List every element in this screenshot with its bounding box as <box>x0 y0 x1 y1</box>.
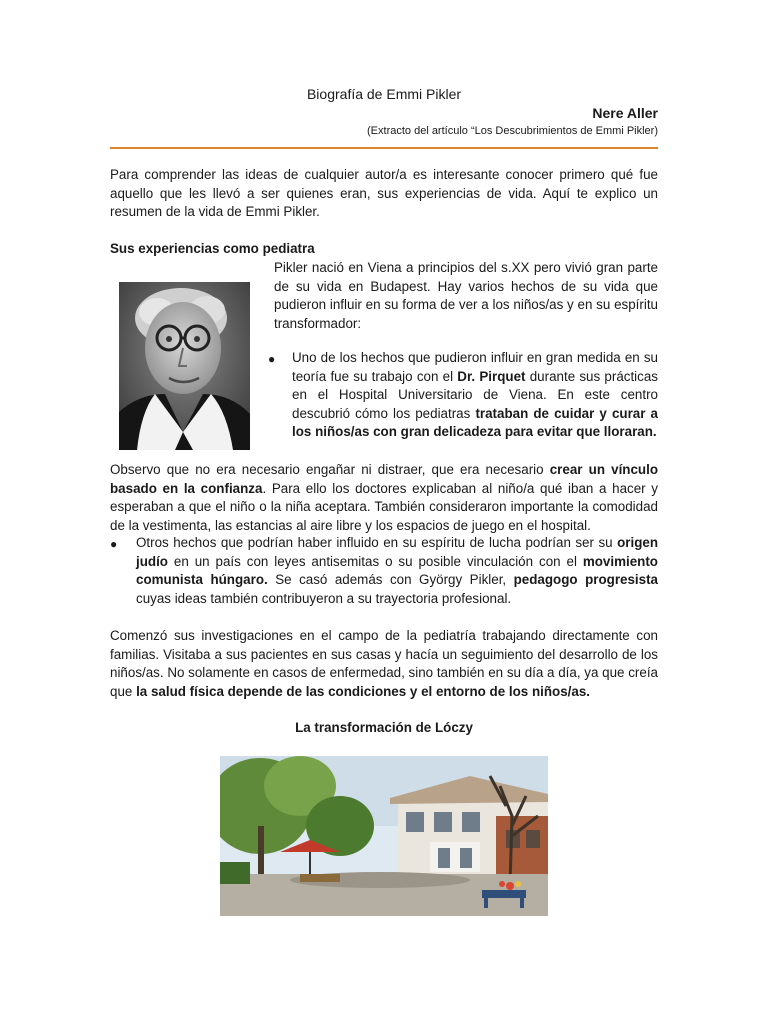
bullet-marker: ● <box>110 537 118 551</box>
bullet-marker: ● <box>268 352 276 366</box>
section-heading-loczy: La transformación de Lóczy <box>295 720 473 735</box>
research-paragraph: Comenzó sus investigaciones en el campo de la pediatría trabajando directamente con familias. Visitaba a sus pacientes en sus casas y hacía un seguimiento del desarrollo de los niños/as. No solamente en casos de enfermedad, sino también en su día a día, ya que creía que la salud física depende de las condiciones y el entorno de los niños/as. <box>110 628 658 699</box>
source-note: (Extracto del artículo “Los Descubrimientos de Emmi Pikler) <box>367 125 658 137</box>
document-title: Biografía de Emmi Pikler <box>306 86 462 102</box>
intro-paragraph: Para comprender las ideas de cualquier autor/a es interesante conocer primero qué fue aquello que les llevó a ser quienes eran, sus experiencias de vida. Aquí te explico un resumen de la vida de Emmi Pikler. <box>110 167 658 219</box>
emmi-pikler-photo <box>119 282 250 450</box>
author-name: Nere Aller <box>592 105 658 121</box>
bullet-pirquet: Uno de los hechos que pudieron influir en gran medida en su teoría fue su trabajo con el Dr. Pirquet durante sus prácticas en el Hospital Universitario de Viena. En este centro descubrió cómo los pediatras trataban de cuidar y curar a los niños/as con gran delicadeza para evitar que lloraran. <box>292 350 658 439</box>
bullet-origin: Otros hechos que podrían haber influido en su espíritu de lucha podrían ser su origen judío en un país con leyes antisemitas o su posible vinculación con el movimiento comunista húngaro. Se casó además con György Pikler, pedagogo progresista cuyas ideas también contribuyeron a su trayectoria profesional. <box>136 535 659 606</box>
section-heading-pediatra: Sus experiencias como pediatra <box>110 241 315 256</box>
birth-paragraph: Pikler nació en Viena a principios del s.XX pero vivió gran parte de su vida en Budapest. Hay varios hechos de su vida que pudieron influir en su forma de ver a los niños/as y en su espíritu transformador: <box>274 260 658 331</box>
trust-paragraph: Observo que no era necesario engañar ni distraer, que era necesario crear un vínculo basado en la confianza. Para ello los doctores explicaban al niño/a qué iban a hacer y esperaban a que el niño o la niña aceptara. También consideraron importante la comodidad de la vestimenta, las estancias al aire libre y los espacios de juego en el hospital. <box>110 462 659 533</box>
header-divider <box>110 147 658 149</box>
loczy-garden-photo <box>220 756 548 916</box>
